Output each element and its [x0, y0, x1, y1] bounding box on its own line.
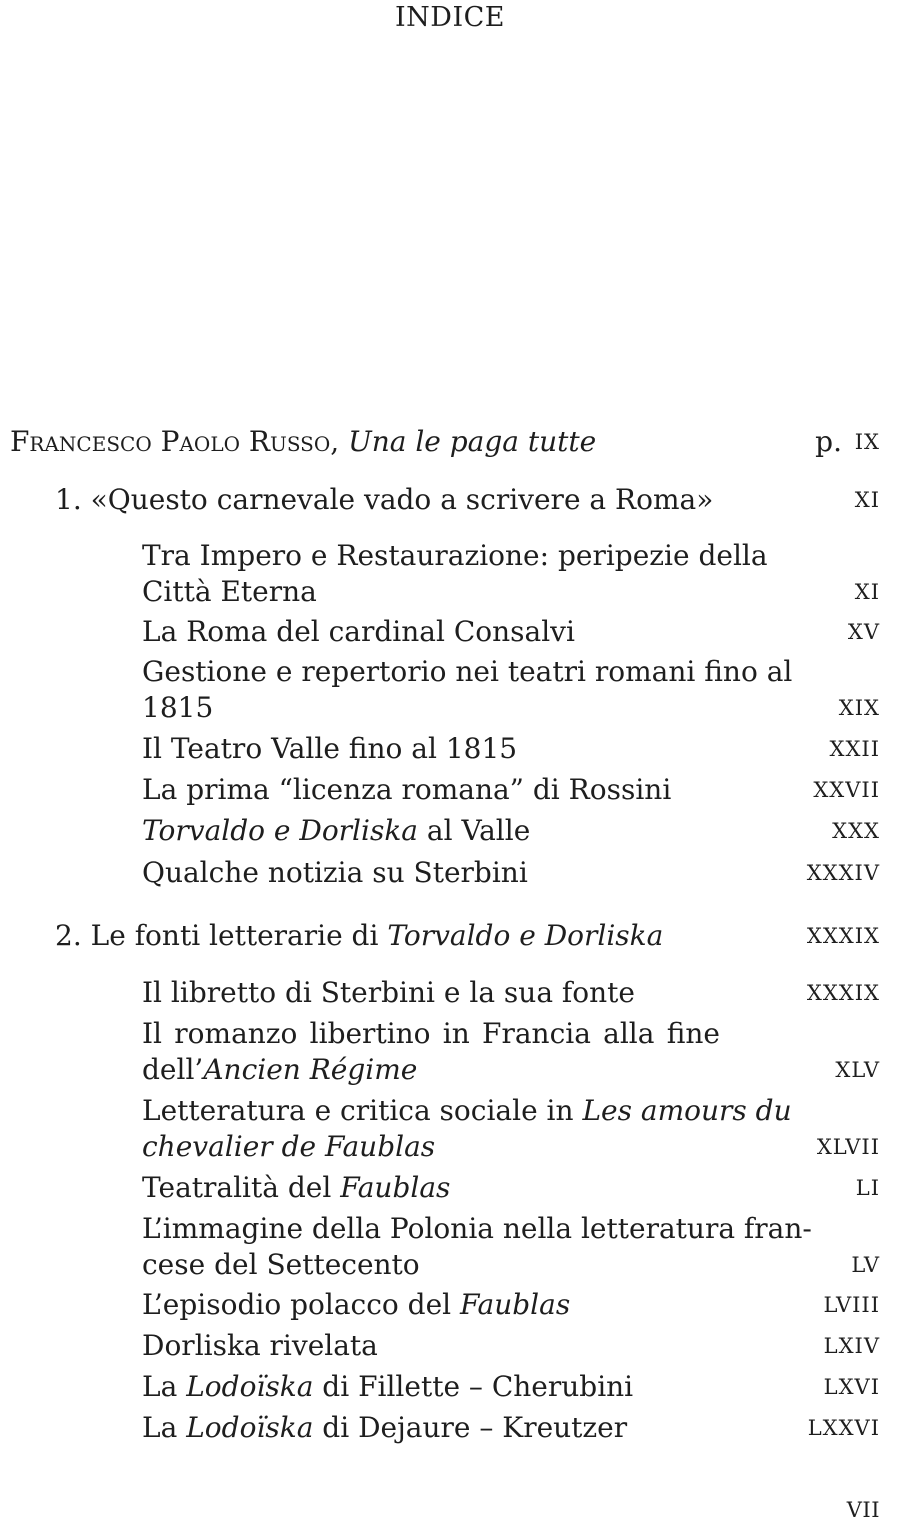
toc-page: XXVII	[813, 778, 880, 802]
toc-page: LXIV	[823, 1334, 880, 1358]
toc-entry-cont: 1815	[142, 691, 214, 724]
toc-entry-cont: cese del Settecento	[142, 1248, 420, 1281]
page-number: VII	[846, 1498, 880, 1522]
toc-entry: La Roma del cardinal Consalvi	[142, 615, 575, 648]
toc-page: LI	[855, 1176, 880, 1200]
toc-page: LXXVI	[807, 1416, 880, 1440]
chapter-1-page: XI	[854, 488, 880, 512]
toc-page: XIX	[838, 696, 880, 720]
toc-page: XI	[854, 580, 880, 604]
page-label: p.	[815, 425, 842, 458]
toc-entry: La Lodoïska di Fillette – Cherubini	[142, 1370, 634, 1403]
toc-entry: Dorliska rivelata	[142, 1329, 378, 1362]
chapter-1-title: «Questo carnevale vado a scrivere a Roma»	[90, 483, 714, 516]
toc-entry-cont: Città Eterna	[142, 575, 317, 608]
toc-page: XXXIV	[806, 861, 880, 885]
toc-entry: Letteratura e critica sociale in Les amours du	[142, 1094, 792, 1127]
intro-page-number: IX	[854, 430, 880, 454]
toc-entry: Il romanzo libertino in Francia alla fine	[142, 1017, 720, 1050]
toc-entry: Il Teatro Valle fino al 1815	[142, 732, 518, 765]
toc-page: LVIII	[823, 1293, 880, 1317]
toc-entry-cont: chevalier de Faublas	[142, 1130, 436, 1163]
toc-page: LXVI	[823, 1375, 880, 1399]
intro-title: Una le paga tutte	[348, 425, 597, 458]
toc-entry: L’immagine della Polonia nella letteratura fran-	[142, 1212, 812, 1245]
intro-author: Francesco Paolo Russo	[10, 425, 331, 458]
toc-entry: Qualche notizia su Sterbini	[142, 856, 528, 889]
toc-page: LV	[851, 1253, 880, 1277]
toc-page: XXII	[829, 737, 880, 761]
toc-entry: La prima “licenza romana” di Rossini	[142, 773, 672, 806]
page-header: INDICE	[395, 2, 505, 33]
toc-page: XXXIX	[806, 981, 880, 1005]
chapter-2-page: XXXIX	[806, 924, 880, 948]
toc-page: XLVII	[816, 1135, 880, 1159]
chapter-1-heading: 1. «Questo carnevale vado a scrivere a Roma»	[55, 483, 714, 516]
toc-page: XLV	[835, 1058, 880, 1082]
toc-entry: Gestione e repertorio nei teatri romani fino al	[142, 655, 793, 688]
intro-entry: Francesco Paolo Russo, Una le paga tutte	[10, 425, 597, 458]
toc-entry: Torvaldo e Dorliska al Valle	[142, 814, 531, 847]
toc-page: XV	[847, 620, 880, 644]
toc-entry: L’episodio polacco del Faublas	[142, 1288, 571, 1321]
toc-entry: La Lodoïska di Dejaure – Kreutzer	[142, 1411, 628, 1444]
toc-entry: Teatralità del Faublas	[142, 1171, 451, 1204]
chapter-2-heading: 2. Le fonti letterarie di Torvaldo e Dorliska	[55, 919, 664, 952]
toc-entry-cont: dell’Ancien Régime	[142, 1053, 418, 1086]
toc-entry: Tra Impero e Restaurazione: peripezie della	[142, 539, 768, 572]
toc-page: XXX	[832, 819, 880, 843]
toc-entry: Il libretto di Sterbini e la sua fonte	[142, 976, 635, 1009]
